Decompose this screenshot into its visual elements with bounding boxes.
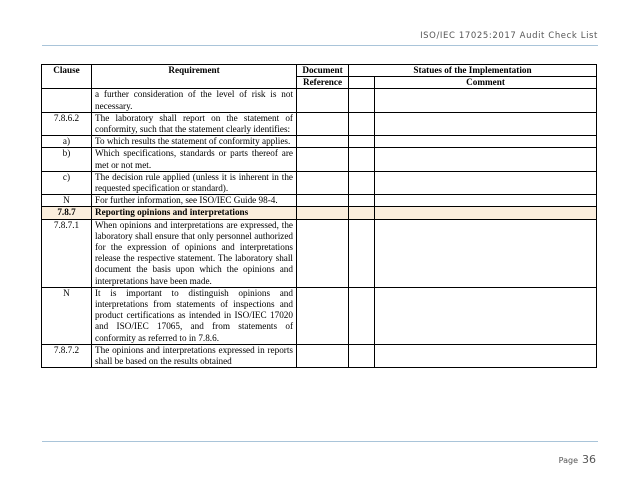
clause-cell: 7.8.7 [42, 207, 92, 219]
status-cell[interactable] [349, 344, 375, 367]
page-label: Page [558, 456, 578, 465]
header-status-blank [349, 77, 375, 89]
table-row [42, 112, 597, 135]
clause-cell: 7.8.7.1 [42, 219, 92, 287]
status-cell[interactable] [349, 148, 375, 171]
document-reference-cell[interactable] [297, 344, 349, 367]
comment-cell[interactable] [375, 89, 597, 112]
comment-cell[interactable] [375, 195, 597, 207]
document-reference-cell[interactable] [297, 148, 349, 171]
table-row [42, 219, 597, 287]
clause-cell [42, 89, 92, 112]
comment-cell[interactable] [375, 112, 597, 135]
requirement-cell: The decision rule applied (unless it is inherent in the requested specification or standard). [92, 171, 297, 194]
comment-cell[interactable] [375, 136, 597, 148]
audit-checklist-table [41, 64, 597, 368]
clause-cell: 7.8.6.2 [42, 112, 92, 135]
status-cell[interactable] [349, 136, 375, 148]
table-row [42, 171, 597, 194]
section-heading-row [42, 207, 597, 219]
requirement-cell: It is important to distinguish opinions and interpretations from statements of inspections and product certifications as intended in ISO/IEC 17020 and ISO/IEC 17065, and from statements of conformity as referred to in 7.8.6. [92, 287, 297, 344]
clause-cell: N [42, 287, 92, 344]
header-reference: Reference [297, 77, 349, 89]
requirement-cell: a further consideration of the level of risk is not necessary. [92, 89, 297, 112]
status-cell[interactable] [349, 89, 375, 112]
header-clause: Clause [42, 65, 92, 89]
comment-cell[interactable] [375, 344, 597, 367]
page-number [559, 448, 596, 467]
clause-cell: a) [42, 136, 92, 148]
table-row [42, 287, 597, 344]
table-row [42, 148, 597, 171]
section-heading-cell: Reporting opinions and interpretations [92, 207, 297, 219]
clause-cell: 7.8.7.2 [42, 344, 92, 367]
comment-cell[interactable] [375, 287, 597, 344]
document-reference-cell[interactable] [297, 136, 349, 148]
requirement-cell: The opinions and interpretations expressed in reports shall be based on the results obtained [92, 344, 297, 367]
document-reference-cell[interactable] [297, 219, 349, 287]
status-cell[interactable] [349, 112, 375, 135]
comment-cell[interactable] [375, 171, 597, 194]
comment-cell[interactable] [375, 148, 597, 171]
document-reference-cell[interactable] [297, 207, 349, 219]
requirement-cell: To which results the statement of conformity applies. [92, 136, 297, 148]
document-reference-cell[interactable] [297, 89, 349, 112]
status-cell[interactable] [349, 219, 375, 287]
status-cell[interactable] [349, 287, 375, 344]
requirement-cell: For further information, see ISO/IEC Guide 98-4. [92, 195, 297, 207]
status-cell[interactable] [349, 195, 375, 207]
table-row [42, 344, 597, 367]
clause-cell: N [42, 195, 92, 207]
clause-cell: c) [42, 171, 92, 194]
document-header-title: ISO/IEC 17025:2017 Audit Check List [420, 31, 598, 41]
comment-cell[interactable] [375, 219, 597, 287]
status-cell[interactable] [349, 207, 375, 219]
header-requirement: Requirement [92, 65, 297, 89]
header-document: Document [297, 65, 349, 77]
header-statues: Statues of the Implementation [349, 65, 597, 77]
requirement-cell: The laboratory shall report on the statement of conformity, such that the statement clearly identifies: [92, 112, 297, 135]
document-reference-cell[interactable] [297, 171, 349, 194]
document-reference-cell[interactable] [297, 195, 349, 207]
document-reference-cell[interactable] [297, 287, 349, 344]
requirement-cell: When opinions and interpretations are expressed, the laboratory shall ensure that only personnel authorized for the expression of opinions and interpretations release the respective statement. The laboratory shall document the basis upon which the opinions and interpretations have been made. [92, 219, 297, 287]
requirement-cell: Which specifications, standards or parts thereof are met or not met. [92, 148, 297, 171]
footer-divider [42, 441, 598, 442]
table-row [42, 89, 597, 112]
clause-cell: b) [42, 148, 92, 171]
comment-cell[interactable] [375, 207, 597, 219]
header-comment: Comment [375, 77, 597, 89]
header-divider [42, 45, 598, 46]
status-cell[interactable] [349, 171, 375, 194]
page-number-value: 36 [582, 453, 596, 466]
table-row [42, 136, 597, 148]
table-row [42, 195, 597, 207]
document-reference-cell[interactable] [297, 112, 349, 135]
